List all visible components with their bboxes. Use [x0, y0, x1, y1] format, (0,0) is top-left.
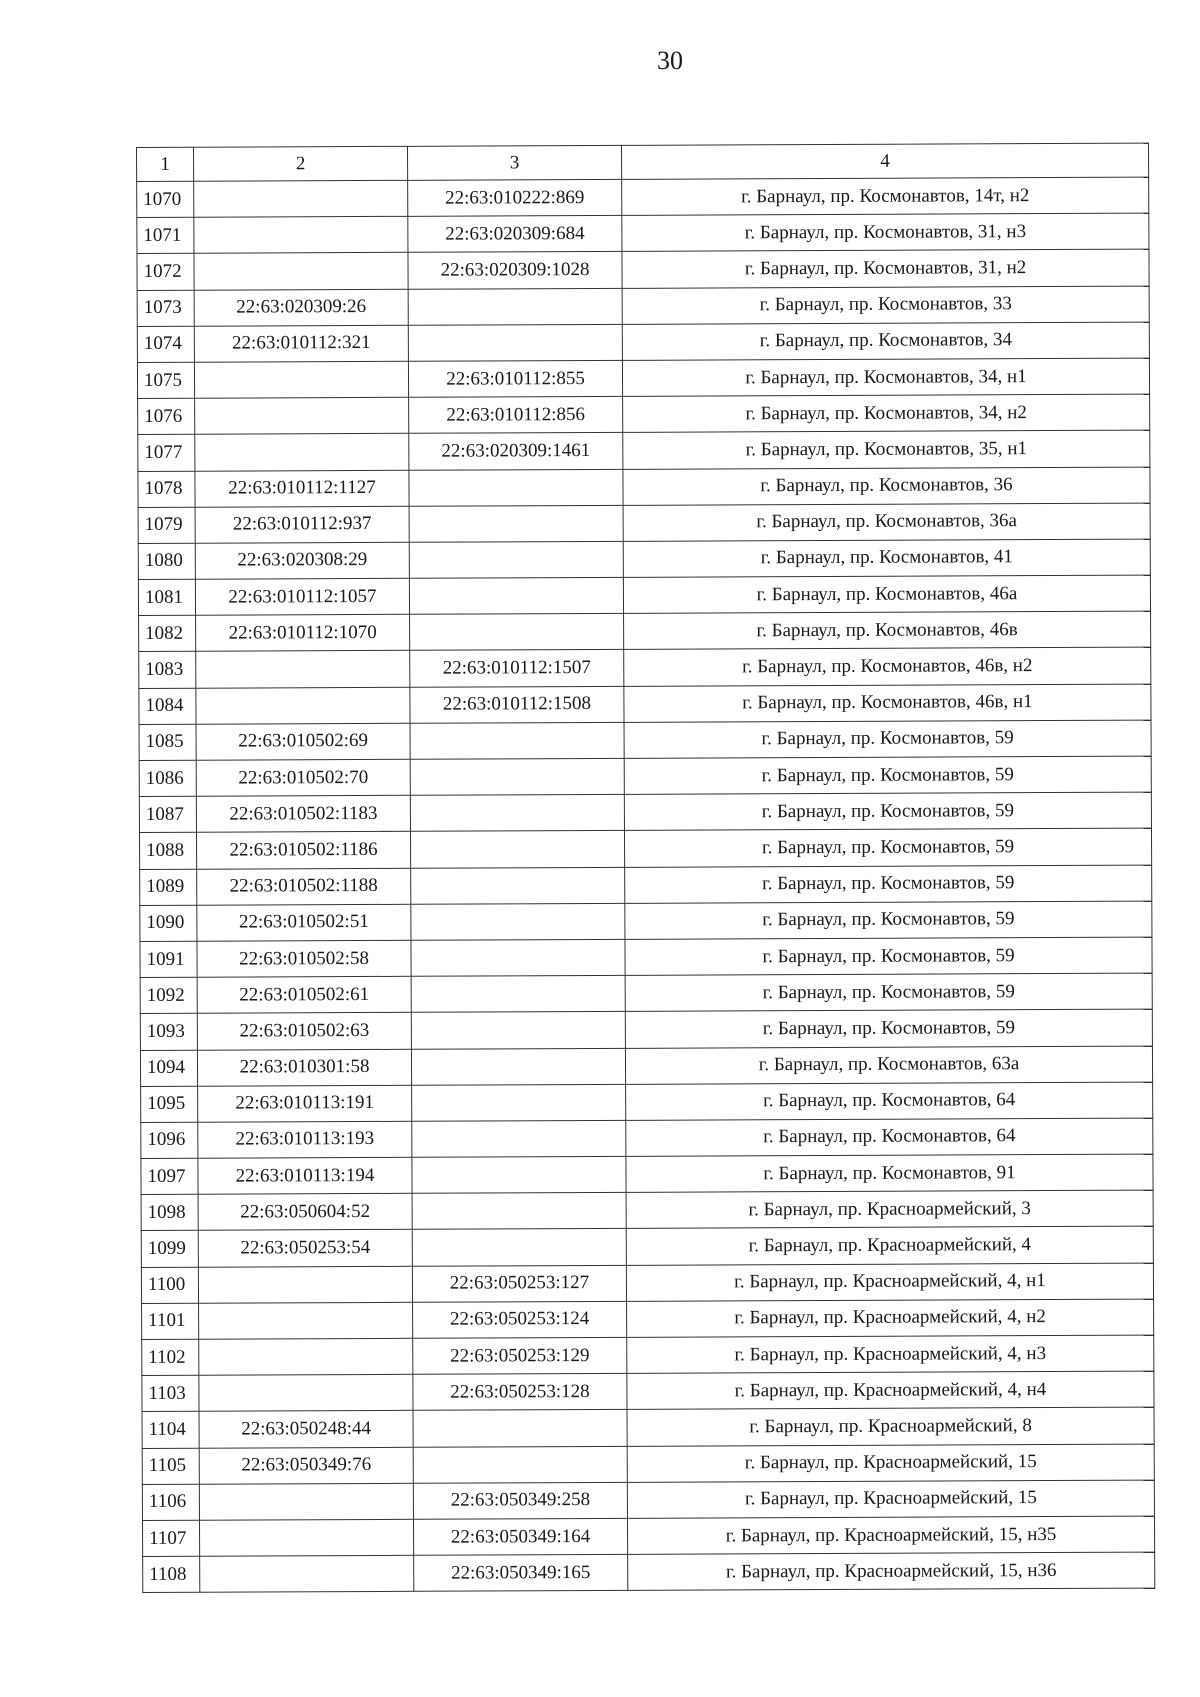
address-cell: г. Барнаул, пр. Космонавтов, 34 — [622, 322, 1149, 360]
cadastral-number-cell: 22:63:050248:44 — [199, 1411, 413, 1448]
cadastral-number-cell: 22:63:010502:1188 — [197, 868, 411, 905]
cadastral-number-cell: 22:63:010112:321 — [194, 325, 408, 362]
address-cell: г. Барнаул, пр. Космонавтов, 63а — [625, 1046, 1152, 1084]
row-number-cell: 1096 — [141, 1122, 198, 1158]
row-number-cell: 1098 — [141, 1194, 198, 1230]
table-row — [141, 1190, 1153, 1231]
cadastral-number-cell: 22:63:050349:76 — [199, 1447, 413, 1484]
cadastral-number-cell — [200, 1555, 414, 1592]
table-row — [137, 249, 1149, 290]
cadastral-number-cell — [195, 397, 409, 434]
table-row — [138, 575, 1150, 616]
address-cell: г. Барнаул, пр. Космонавтов, 35, н1 — [623, 430, 1150, 468]
column-header-3: 3 — [407, 145, 621, 180]
table-row — [137, 322, 1149, 363]
row-number-cell: 1078 — [138, 471, 195, 507]
premises-cadastral-number-cell — [408, 324, 622, 361]
cadastral-number-cell — [199, 1302, 413, 1339]
table-row — [140, 973, 1152, 1014]
table-row — [138, 503, 1150, 544]
table-row — [142, 1299, 1154, 1340]
cadastral-number-cell: 22:63:050253:54 — [198, 1230, 412, 1267]
cadastral-number-cell: 22:63:010502:61 — [197, 976, 411, 1013]
address-cell: г. Барнаул, пр. Красноармейский, 8 — [627, 1407, 1154, 1445]
row-number-cell: 1092 — [140, 977, 197, 1013]
cadastral-number-cell: 22:63:010502:58 — [197, 940, 411, 977]
premises-cadastral-number-cell: 22:63:010112:856 — [409, 397, 623, 434]
row-number-cell: 1081 — [138, 579, 195, 615]
premises-cadastral-number-cell — [411, 903, 625, 940]
address-cell: г. Барнаул, пр. Космонавтов, 59 — [625, 865, 1152, 903]
premises-cadastral-number-cell: 22:63:010222:869 — [408, 179, 622, 216]
address-cell: г. Барнаул, пр. Космонавтов, 91 — [626, 1154, 1153, 1192]
cadastral-number-cell: 22:63:010502:70 — [196, 759, 410, 796]
premises-cadastral-number-cell: 22:63:020309:1028 — [408, 252, 622, 289]
table-row — [138, 430, 1150, 471]
table-row — [141, 1154, 1153, 1195]
table-row — [139, 756, 1151, 797]
row-number-cell: 1094 — [140, 1050, 197, 1086]
premises-cadastral-number-cell: 22:63:010112:1507 — [410, 650, 624, 687]
table-row — [139, 648, 1151, 689]
premises-cadastral-number-cell: 22:63:010112:1508 — [410, 686, 624, 723]
premises-cadastral-number-cell — [410, 722, 624, 759]
address-cell: г. Барнаул, пр. Красноармейский, 4, н2 — [627, 1299, 1154, 1337]
premises-cadastral-number-cell — [411, 939, 625, 976]
row-number-cell: 1095 — [141, 1086, 198, 1122]
row-number-cell: 1097 — [141, 1158, 198, 1194]
address-cell: г. Барнаул, пр. Космонавтов, 59 — [624, 756, 1151, 794]
address-cell: г. Барнаул, пр. Космонавтов, 46в — [624, 611, 1151, 649]
premises-cadastral-number-cell — [412, 1229, 626, 1266]
row-number-cell: 1079 — [138, 507, 195, 543]
address-cell: г. Барнаул, пр. Космонавтов, 59 — [624, 720, 1151, 758]
table-row — [140, 865, 1152, 906]
table-body — [137, 177, 1155, 1593]
premises-cadastral-number-cell — [410, 758, 624, 795]
row-number-cell: 1073 — [137, 290, 194, 326]
address-cell: г. Барнаул, пр. Космонавтов, 64 — [626, 1082, 1153, 1120]
address-cell: г. Барнаул, пр. Красноармейский, 4, н3 — [627, 1335, 1154, 1373]
table-header-row — [137, 143, 1149, 181]
row-number-cell: 1091 — [140, 941, 197, 977]
address-cell: г. Барнаул, пр. Красноармейский, 15, н36 — [628, 1552, 1155, 1590]
row-number-cell: 1080 — [138, 543, 195, 579]
address-cell: г. Барнаул, пр. Красноармейский, 15 — [627, 1444, 1154, 1482]
premises-cadastral-number-cell — [412, 1084, 626, 1121]
address-cell: г. Барнаул, пр. Красноармейский, 15 — [627, 1480, 1154, 1518]
premises-cadastral-number-cell — [409, 541, 623, 578]
row-number-cell: 1070 — [137, 181, 194, 217]
column-header-2: 2 — [194, 146, 408, 181]
table-row — [138, 467, 1150, 508]
premises-cadastral-number-cell — [413, 1446, 627, 1483]
row-number-cell: 1088 — [139, 833, 196, 869]
address-cell: г. Барнаул, пр. Космонавтов, 59 — [624, 828, 1151, 866]
address-cell: г. Барнаул, пр. Космонавтов, 59 — [624, 792, 1151, 830]
cadastral-number-cell — [198, 1266, 412, 1303]
address-cell: г. Барнаул, пр. Красноармейский, 15, н35 — [627, 1516, 1154, 1554]
cadastral-number-cell: 22:63:010112:1070 — [196, 615, 410, 652]
address-cell: г. Барнаул, пр. Космонавтов, 46а — [623, 575, 1150, 613]
premises-cadastral-number-cell: 22:63:050349:165 — [414, 1554, 628, 1591]
row-number-cell: 1071 — [137, 217, 194, 253]
cadastral-number-cell — [199, 1338, 413, 1375]
table-row — [138, 539, 1150, 580]
premises-cadastral-number-cell — [411, 867, 625, 904]
address-cell: г. Барнаул, пр. Космонавтов, 59 — [625, 1009, 1152, 1047]
cadastral-number-cell: 22:63:010502:1183 — [196, 795, 410, 832]
address-cell: г. Барнаул, пр. Космонавтов, 14т, н2 — [622, 177, 1149, 215]
address-cell: г. Барнаул, пр. Космонавтов, 41 — [623, 539, 1150, 577]
premises-cadastral-number-cell — [412, 1156, 626, 1193]
premises-cadastral-number-cell — [413, 1410, 627, 1447]
table-row — [140, 937, 1152, 978]
row-number-cell: 1100 — [141, 1267, 198, 1303]
address-cell: г. Барнаул, пр. Красноармейский, 3 — [626, 1190, 1153, 1228]
table-row — [141, 1118, 1153, 1159]
row-number-cell: 1089 — [140, 869, 197, 905]
table-row — [137, 358, 1149, 399]
table-row — [137, 286, 1149, 327]
premises-cadastral-number-cell: 22:63:050253:128 — [413, 1374, 627, 1411]
address-cell: г. Барнаул, пр. Космонавтов, 31, н2 — [622, 249, 1149, 287]
address-cell: г. Барнаул, пр. Космонавтов, 36а — [623, 503, 1150, 541]
table-row — [140, 901, 1152, 942]
address-cell: г. Барнаул, пр. Космонавтов, 64 — [626, 1118, 1153, 1156]
cadastral-number-cell — [195, 434, 409, 471]
row-number-cell: 1077 — [138, 435, 195, 471]
address-cell: г. Барнаул, пр. Космонавтов, 36 — [623, 467, 1150, 505]
row-number-cell: 1083 — [139, 652, 196, 688]
row-number-cell: 1107 — [142, 1520, 199, 1556]
cadastral-number-cell: 22:63:020309:26 — [194, 289, 408, 326]
table-row — [139, 792, 1151, 833]
row-number-cell: 1108 — [143, 1556, 200, 1592]
cadastral-number-cell — [194, 253, 408, 290]
cadastral-number-cell — [196, 651, 410, 688]
address-cell: г. Барнаул, пр. Космонавтов, 31, н3 — [622, 213, 1149, 251]
address-cell: г. Барнаул, пр. Красноармейский, 4, н4 — [627, 1371, 1154, 1409]
row-number-cell: 1106 — [142, 1484, 199, 1520]
premises-cadastral-number-cell: 22:63:050253:127 — [412, 1265, 626, 1302]
address-cell: г. Барнаул, пр. Красноармейский, 4, н1 — [626, 1263, 1153, 1301]
row-number-cell: 1104 — [142, 1412, 199, 1448]
premises-cadastral-number-cell — [409, 577, 623, 614]
cadastral-number-cell: 22:63:010112:937 — [195, 506, 409, 543]
page-number: 30 — [657, 46, 683, 75]
row-number-cell: 1090 — [140, 905, 197, 941]
table-row — [139, 720, 1151, 761]
premises-cadastral-number-cell: 22:63:010112:855 — [408, 360, 622, 397]
cadastral-number-cell — [199, 1374, 413, 1411]
premises-cadastral-number-cell — [409, 505, 623, 542]
cadastral-number-cell — [196, 687, 410, 724]
table-row — [137, 177, 1149, 218]
registry-table — [136, 143, 1155, 1594]
row-number-cell: 1087 — [139, 796, 196, 832]
row-number-cell: 1105 — [142, 1448, 199, 1484]
table-row — [141, 1263, 1153, 1304]
address-cell: г. Барнаул, пр. Космонавтов, 59 — [625, 973, 1152, 1011]
row-number-cell: 1085 — [139, 724, 196, 760]
row-number-cell: 1093 — [140, 1014, 197, 1050]
premises-cadastral-number-cell: 22:63:050349:258 — [413, 1482, 627, 1519]
table-row — [137, 213, 1149, 254]
premises-cadastral-number-cell — [411, 1012, 625, 1049]
address-cell: г. Барнаул, пр. Космонавтов, 46в, н2 — [624, 648, 1151, 686]
premises-cadastral-number-cell — [410, 831, 624, 868]
table-row — [142, 1371, 1154, 1412]
cadastral-number-cell — [199, 1519, 413, 1556]
row-number-cell: 1082 — [139, 615, 196, 651]
table-row — [139, 611, 1151, 652]
address-cell: г. Барнаул, пр. Космонавтов, 33 — [622, 286, 1149, 324]
column-header-4: 4 — [621, 143, 1148, 179]
table-row — [140, 1009, 1152, 1050]
premises-cadastral-number-cell — [411, 975, 625, 1012]
premises-cadastral-number-cell — [412, 1193, 626, 1230]
address-cell: г. Барнаул, пр. Космонавтов, 34, н2 — [623, 394, 1150, 432]
cadastral-number-cell: 22:63:010502:63 — [197, 1013, 411, 1050]
row-number-cell: 1101 — [142, 1303, 199, 1339]
address-cell: г. Барнаул, пр. Космонавтов, 59 — [625, 901, 1152, 939]
column-header-1: 1 — [137, 147, 194, 181]
cadastral-number-cell: 22:63:010112:1057 — [195, 578, 409, 615]
cadastral-number-cell: 22:63:050604:52 — [198, 1194, 412, 1231]
table-row — [138, 394, 1150, 435]
row-number-cell: 1086 — [139, 760, 196, 796]
table-row — [140, 1046, 1152, 1087]
row-number-cell: 1103 — [142, 1375, 199, 1411]
table-row — [142, 1480, 1154, 1521]
cadastral-number-cell — [199, 1483, 413, 1520]
cadastral-number-cell: 22:63:010112:1127 — [195, 470, 409, 507]
address-cell: г. Барнаул, пр. Космонавтов, 34, н1 — [622, 358, 1149, 396]
premises-cadastral-number-cell — [412, 1120, 626, 1157]
row-number-cell: 1076 — [138, 398, 195, 434]
cadastral-number-cell — [194, 217, 408, 254]
row-number-cell: 1072 — [137, 254, 194, 290]
premises-cadastral-number-cell: 22:63:020309:1461 — [409, 433, 623, 470]
cadastral-number-cell: 22:63:010502:51 — [197, 904, 411, 941]
premises-cadastral-number-cell: 22:63:050253:129 — [413, 1337, 627, 1374]
cadastral-number-cell: 22:63:010113:193 — [198, 1121, 412, 1158]
premises-cadastral-number-cell: 22:63:050253:124 — [413, 1301, 627, 1338]
address-cell: г. Барнаул, пр. Космонавтов, 46в, н1 — [624, 684, 1151, 722]
address-cell: г. Барнаул, пр. Космонавтов, 59 — [625, 937, 1152, 975]
table-row — [139, 684, 1151, 725]
cadastral-number-cell: 22:63:020308:29 — [195, 542, 409, 579]
table-row — [139, 828, 1151, 869]
row-number-cell: 1075 — [137, 362, 194, 398]
premises-cadastral-number-cell: 22:63:050349:164 — [413, 1518, 627, 1555]
table-row — [142, 1407, 1154, 1448]
premises-cadastral-number-cell — [408, 288, 622, 325]
premises-cadastral-number-cell: 22:63:020309:684 — [408, 216, 622, 253]
cadastral-number-cell: 22:63:010113:191 — [198, 1085, 412, 1122]
table-row — [142, 1444, 1154, 1485]
cadastral-number-cell: 22:63:010502:1186 — [196, 832, 410, 869]
cadastral-number-cell — [194, 361, 408, 398]
table-row — [142, 1335, 1154, 1376]
row-number-cell: 1084 — [139, 688, 196, 724]
row-number-cell: 1099 — [141, 1231, 198, 1267]
table-row — [141, 1082, 1153, 1123]
table-row — [142, 1516, 1154, 1557]
premises-cadastral-number-cell — [410, 795, 624, 832]
premises-cadastral-number-cell — [409, 469, 623, 506]
address-cell: г. Барнаул, пр. Красноармейский, 4 — [626, 1227, 1153, 1265]
row-number-cell: 1074 — [137, 326, 194, 362]
cadastral-number-cell: 22:63:010301:58 — [197, 1049, 411, 1086]
cadastral-number-cell: 22:63:010113:194 — [198, 1157, 412, 1194]
table-row — [141, 1227, 1153, 1268]
premises-cadastral-number-cell — [410, 614, 624, 651]
cadastral-number-cell: 22:63:010502:69 — [196, 723, 410, 760]
cadastral-number-cell — [194, 180, 408, 217]
row-number-cell: 1102 — [142, 1339, 199, 1375]
table-row — [143, 1552, 1155, 1593]
premises-cadastral-number-cell — [411, 1048, 625, 1085]
